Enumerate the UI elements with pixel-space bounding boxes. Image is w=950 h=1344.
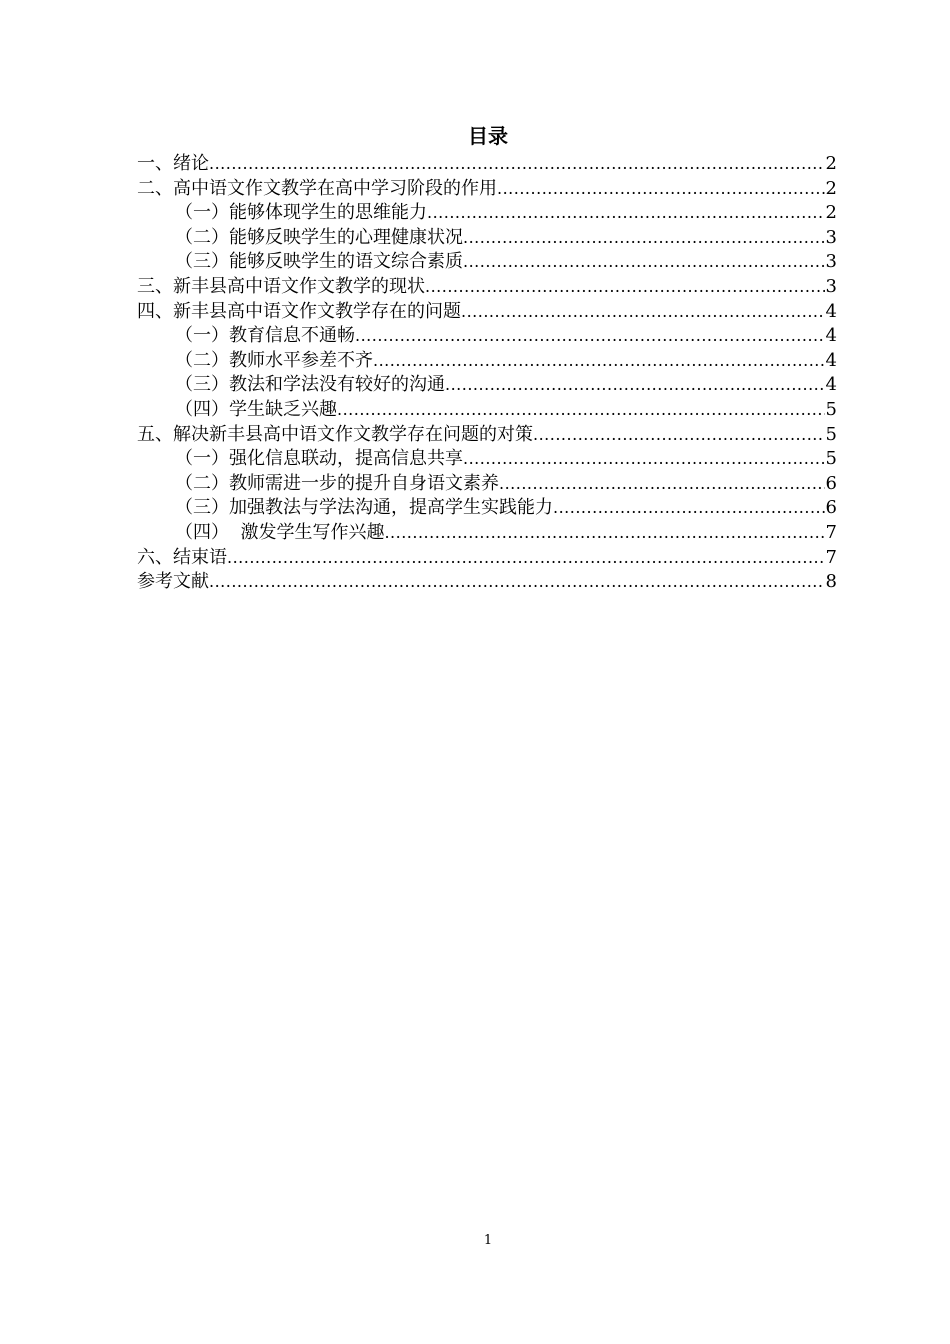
toc-entry[interactable] <box>137 250 837 275</box>
toc-leader-dots <box>497 177 825 202</box>
toc-leader-dots <box>337 398 825 423</box>
table-of-contents <box>137 152 837 595</box>
toc-entry[interactable] <box>137 423 837 448</box>
toc-leader-dots <box>461 300 825 325</box>
toc-leader-dots <box>463 226 825 251</box>
toc-entry-label: （二）教师需进一步的提升自身语文素养 <box>175 472 499 494</box>
toc-entry[interactable] <box>137 201 837 226</box>
toc-leader-dots <box>209 570 825 595</box>
toc-entry[interactable] <box>137 496 837 521</box>
toc-entry-label: （三）加强教法与学法沟通，提高学生实践能力 <box>175 497 553 519</box>
toc-entry-label: （四） 激发学生写作兴趣 <box>175 521 385 543</box>
toc-leader-dots <box>209 152 825 177</box>
toc-entry-page: 8 <box>825 571 837 593</box>
toc-leader-dots <box>427 201 825 226</box>
toc-entry-label: （三）教法和学法没有较好的沟通 <box>175 374 445 396</box>
toc-entry-page: 7 <box>825 521 837 543</box>
toc-entry[interactable] <box>137 373 837 398</box>
toc-entry[interactable] <box>137 300 837 325</box>
toc-entry-page: 2 <box>825 153 837 174</box>
toc-leader-dots <box>355 324 825 349</box>
toc-entry-page: 4 <box>825 349 837 371</box>
toc-leader-dots <box>373 349 825 374</box>
toc-entry[interactable] <box>137 472 837 497</box>
toc-entry-label: 四、新丰县高中语文作文教学存在的问题 <box>137 300 461 322</box>
toc-entry-label: （二）能够反映学生的心理健康状况 <box>175 226 463 248</box>
toc-entry[interactable] <box>137 546 837 571</box>
toc-entry-label: 六、结束语 <box>137 546 227 568</box>
toc-entry-label: （一）教育信息不通畅 <box>175 325 355 347</box>
toc-entry[interactable] <box>137 349 837 374</box>
toc-entry[interactable] <box>137 275 837 300</box>
toc-entry-page: 6 <box>825 497 837 519</box>
toc-leader-dots <box>445 373 825 398</box>
toc-entry-page: 5 <box>825 448 837 470</box>
toc-entry-page: 2 <box>825 202 837 224</box>
toc-entry-page: 3 <box>825 251 837 273</box>
toc-entry[interactable] <box>137 177 837 202</box>
toc-leader-dots <box>425 275 825 300</box>
toc-entry-label: （一）强化信息联动，提高信息共享 <box>175 448 463 470</box>
toc-entry-page: 3 <box>825 226 837 248</box>
toc-leader-dots <box>463 250 825 275</box>
toc-entry-label: （四）学生缺乏兴趣 <box>175 398 337 420</box>
toc-entry-page: 5 <box>825 423 837 445</box>
toc-entry-page: 4 <box>825 374 837 396</box>
toc-leader-dots <box>553 496 825 521</box>
toc-entry-page: 6 <box>825 472 837 494</box>
toc-leader-dots <box>533 423 825 448</box>
toc-entry-label: 一、绪论 <box>137 153 209 174</box>
toc-entry[interactable] <box>137 447 837 472</box>
toc-title: 目录 <box>468 124 508 148</box>
toc-entry[interactable] <box>137 152 837 177</box>
toc-entry[interactable] <box>137 570 837 595</box>
toc-entry-page: 2 <box>825 177 837 199</box>
toc-leader-dots <box>384 521 824 546</box>
toc-entry-label: 参考文献 <box>137 571 209 593</box>
toc-entry-label: 五、解决新丰县高中语文作文教学存在问题的对策 <box>137 423 533 445</box>
toc-leader-dots <box>463 447 825 472</box>
toc-entry-label: 三、新丰县高中语文作文教学的现状 <box>137 275 425 297</box>
toc-entry-label: （二）教师水平参差不齐 <box>175 349 373 371</box>
toc-entry[interactable] <box>137 521 837 546</box>
toc-entry-page: 7 <box>825 546 837 568</box>
toc-entry[interactable] <box>137 398 837 423</box>
toc-entry-page: 3 <box>825 275 837 297</box>
toc-entry[interactable] <box>137 324 837 349</box>
toc-entry-page: 4 <box>825 325 837 347</box>
toc-entry-page: 4 <box>825 300 837 322</box>
toc-leader-dots <box>227 546 825 571</box>
toc-entry-label: （一）能够体现学生的思维能力 <box>175 202 427 224</box>
toc-entry[interactable] <box>137 226 837 251</box>
toc-entry-page: 5 <box>825 398 837 420</box>
toc-entry-label: 二、高中语文作文教学在高中学习阶段的作用 <box>137 177 497 199</box>
page-number: 1 <box>483 1233 493 1248</box>
toc-leader-dots <box>499 472 825 497</box>
toc-entry-label: （三）能够反映学生的语文综合素质 <box>175 251 463 273</box>
